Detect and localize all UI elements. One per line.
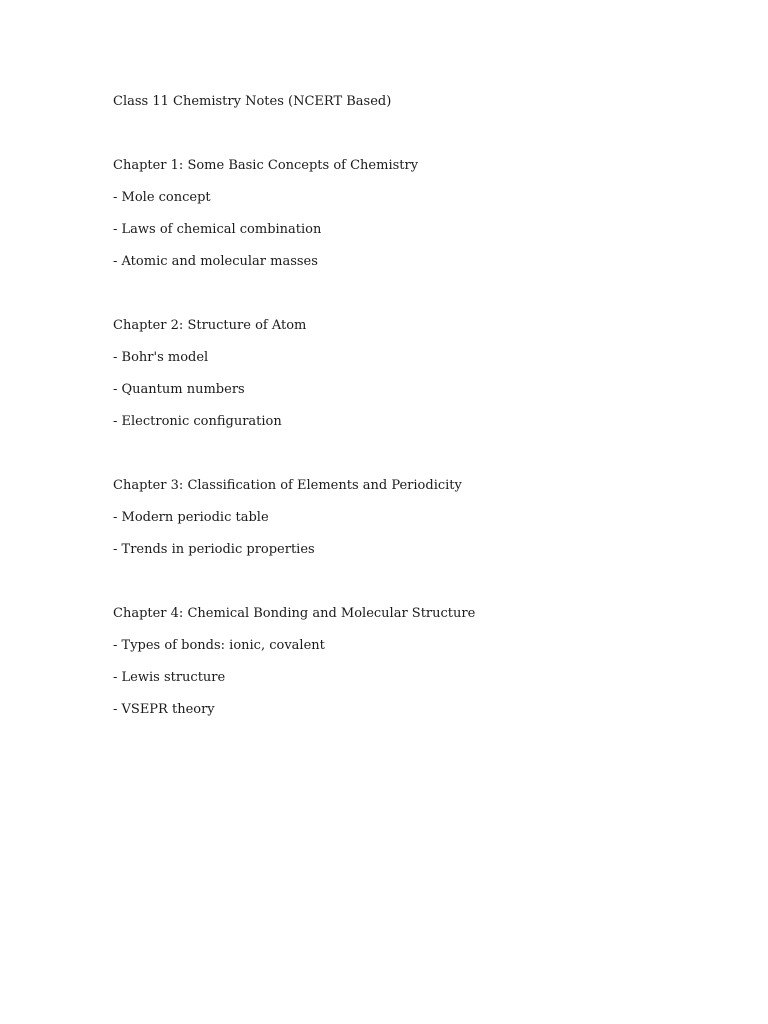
document-title: Class 11 Chemistry Notes (NCERT Based) (113, 94, 392, 109)
chapter-heading: Chapter 2: Structure of Atom (113, 318, 307, 333)
list-item: - Bohr's model (113, 350, 209, 365)
list-item: - VSEPR theory (113, 702, 215, 717)
chapter-heading: Chapter 3: Classification of Elements and Periodicity (113, 478, 462, 493)
list-item: - Electronic configuration (113, 414, 282, 429)
chapter-heading: Chapter 4: Chemical Bonding and Molecular Structure (113, 606, 476, 621)
list-item: - Modern periodic table (113, 510, 269, 525)
list-item: - Quantum numbers (113, 382, 245, 397)
list-item: - Lewis structure (113, 670, 226, 685)
list-item: - Laws of chemical combination (113, 222, 322, 237)
list-item: - Types of bonds: ionic, covalent (113, 638, 325, 653)
list-item: - Mole concept (113, 190, 211, 205)
list-item: - Trends in periodic properties (113, 542, 315, 557)
chapter-heading: Chapter 1: Some Basic Concepts of Chemistry (113, 158, 419, 173)
list-item: - Atomic and molecular masses (113, 254, 318, 269)
